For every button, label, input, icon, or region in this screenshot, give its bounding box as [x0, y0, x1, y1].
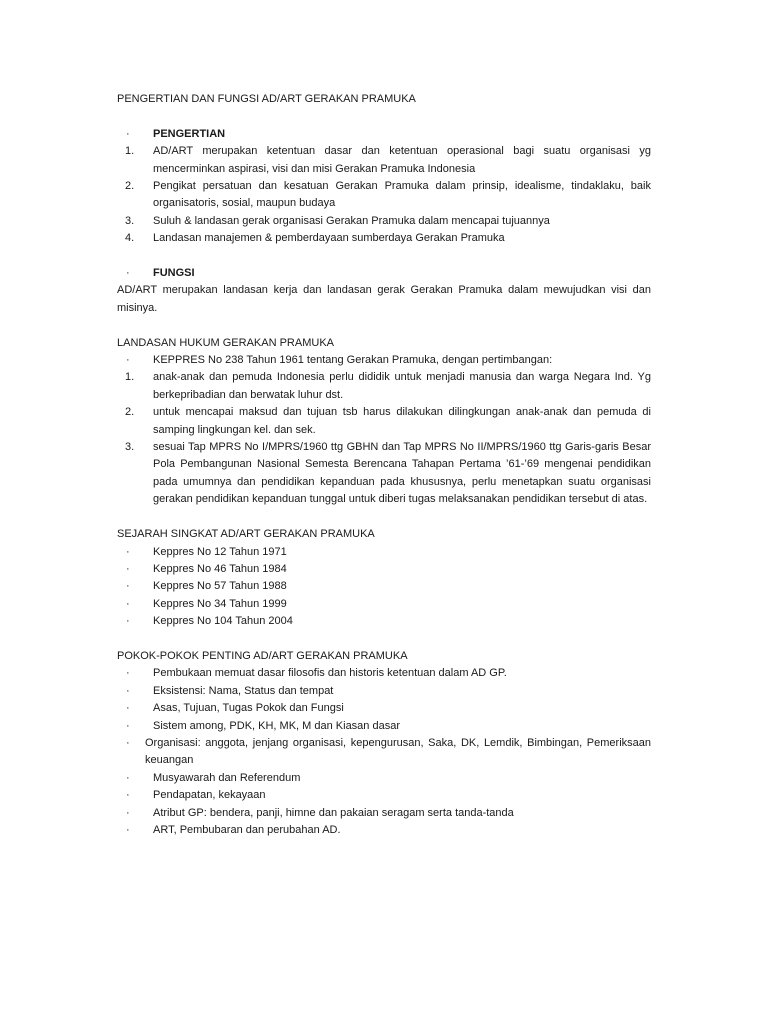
list-item [117, 230, 651, 247]
list-item [117, 439, 651, 509]
list-item-text: anak-anak dan pemuda Indonesia perlu dididik untuk menjadi manusia dan warga Negara Ind. Yg berkepribadian dan berwatak luhur dst. [153, 371, 651, 401]
list-item-text: AD/ART merupakan ketentuan dasar dan ketentuan operasional bagi suatu organisasi yg mencerminkan aspirasi, visi dan misi Gerakan Pramuka Indonesia [153, 145, 651, 175]
bullet-marker: · [126, 562, 130, 575]
list-item [117, 143, 651, 178]
number-marker: 3. [125, 214, 135, 227]
section-title-sejarah: SEJARAH SINGKAT AD/ART GERAKAN PRAMUKA [117, 528, 375, 541]
list-item-text: sesuai Tap MPRS No I/MPRS/1960 ttg GBHN dan Tap MPRS No II/MPRS/1960 ttg Garis-garis Besar Pola Pembangunan Nasional Semesta Berencana Tahapan Pertama ’61-’69 mengenai pendidikan pada umumnya dan pendidikan kepanduan pada khususnya, perlu menetapkan suatu organisasi gerakan pendidikan kepanduan tunggal untuk diberi tugas melaksanakan pendidikan tersebut di atas. [153, 441, 651, 506]
bullet-marker: · [126, 789, 130, 802]
list-item [117, 561, 651, 578]
list-item-text: Organisasi: anggota, jenjang organisasi, kepengurusan, Saka, DK, Lemdik, Bimbingan, Pemeriksaan keuangan [145, 736, 651, 767]
list-item [117, 178, 651, 213]
bullet-marker: · [126, 684, 130, 697]
fungsi-paragraph: AD/ART merupakan landasan kerja dan landasan gerak Gerakan Pramuka dalam mewujudkan visi dan misinya. [117, 284, 651, 314]
list-item [117, 770, 651, 787]
list-item-text: Asas, Tujuan, Tugas Pokok dan Fungsi [153, 702, 344, 715]
bullet-marker: · [126, 806, 130, 819]
heading-text: PENGERTIAN [153, 127, 226, 140]
bullet-marker: · [126, 615, 130, 628]
bullet-marker: · [126, 719, 130, 732]
list-item-text: Atribut GP: bendera, panji, himne dan pakaian seragam serta tanda-tanda [153, 806, 514, 819]
list-item [117, 822, 651, 839]
bullet-marker: · [126, 354, 130, 367]
spacer [117, 631, 651, 648]
list-item-text: Pembukaan memuat dasar filosofis dan historis ketentuan dalam AD GP. [153, 667, 507, 680]
number-marker: 3. [125, 441, 135, 454]
number-marker: 4. [125, 232, 135, 245]
list-item-text: Keppres No 34 Tahun 1999 [153, 597, 287, 610]
bullet-marker: · [126, 736, 130, 749]
list-item [117, 544, 651, 561]
list-item [117, 578, 651, 595]
list-item [117, 404, 651, 439]
spacer [117, 509, 651, 526]
list-item [117, 735, 651, 770]
list-item [117, 213, 651, 230]
list-item-text: Pendapatan, kekayaan [153, 789, 266, 802]
list-item-text: Sistem among, PDK, KH, MK, M dan Kiasan dasar [153, 719, 400, 732]
section-heading-pengertian [117, 126, 651, 143]
bullet-marker: · [126, 597, 130, 610]
list-item [117, 805, 651, 822]
list-item [117, 787, 651, 804]
list-item [117, 683, 651, 700]
list-item-text: Pengikat persatuan dan kesatuan Gerakan Pramuka dalam prinsip, idealisme, tindaklaku, baik organisatoris, sosial, maupun budaya [153, 180, 651, 210]
spacer [117, 248, 651, 265]
bullet-marker: · [126, 667, 130, 680]
number-marker: 2. [125, 406, 135, 419]
list-item-text: Eksistensi: Nama, Status dan tempat [153, 684, 334, 697]
list-item [117, 369, 651, 404]
section-title-pokok: POKOK-POKOK PENTING AD/ART GERAKAN PRAMUKA [117, 649, 408, 662]
list-item-text: Keppres No 104 Tahun 2004 [153, 615, 293, 628]
spacer [117, 108, 651, 125]
spacer [117, 317, 651, 334]
bullet-marker: · [126, 702, 130, 715]
heading-text: FUNGSI [153, 267, 195, 280]
list-item-text: Keppres No 57 Tahun 1988 [153, 580, 287, 593]
list-item-text: Landasan manajemen & pemberdayaan sumberdaya Gerakan Pramuka [153, 232, 505, 245]
document-body [117, 91, 651, 839]
number-marker: 1. [125, 145, 135, 158]
page-title: PENGERTIAN DAN FUNGSI AD/ART GERAKAN PRAMUKA [117, 93, 416, 105]
section-heading-fungsi [117, 265, 651, 282]
bullet-marker: · [126, 580, 130, 593]
bullet-marker: · [126, 127, 130, 140]
number-marker: 2. [125, 180, 135, 193]
list-item [117, 596, 651, 613]
bullet-marker: · [126, 771, 130, 784]
list-item [117, 718, 651, 735]
section-title-landasan: LANDASAN HUKUM GERAKAN PRAMUKA [117, 336, 334, 349]
list-item [117, 352, 651, 369]
list-item-text: untuk mencapai maksud dan tujuan tsb harus dilakukan dilingkungan anak-anak dan pemuda di samping lingkungan kel. dan sek. [153, 406, 651, 436]
bullet-marker: · [126, 545, 130, 558]
bullet-marker: · [126, 267, 130, 280]
list-item [117, 665, 651, 682]
list-item-text: Suluh & landasan gerak organisasi Gerakan Pramuka dalam mencapai tujuannya [153, 214, 550, 227]
list-item [117, 700, 651, 717]
list-item-text: Musyawarah dan Referendum [153, 771, 301, 784]
list-item-text: Keppres No 46 Tahun 1984 [153, 562, 287, 575]
number-marker: 1. [125, 371, 135, 384]
list-item-text: ART, Pembubaran dan perubahan AD. [153, 823, 341, 836]
list-item [117, 613, 651, 630]
bullet-marker: · [126, 823, 130, 836]
list-item-text: KEPPRES No 238 Tahun 1961 tentang Gerakan Pramuka, dengan pertimbangan: [153, 354, 553, 367]
list-item-text: Keppres No 12 Tahun 1971 [153, 545, 287, 558]
